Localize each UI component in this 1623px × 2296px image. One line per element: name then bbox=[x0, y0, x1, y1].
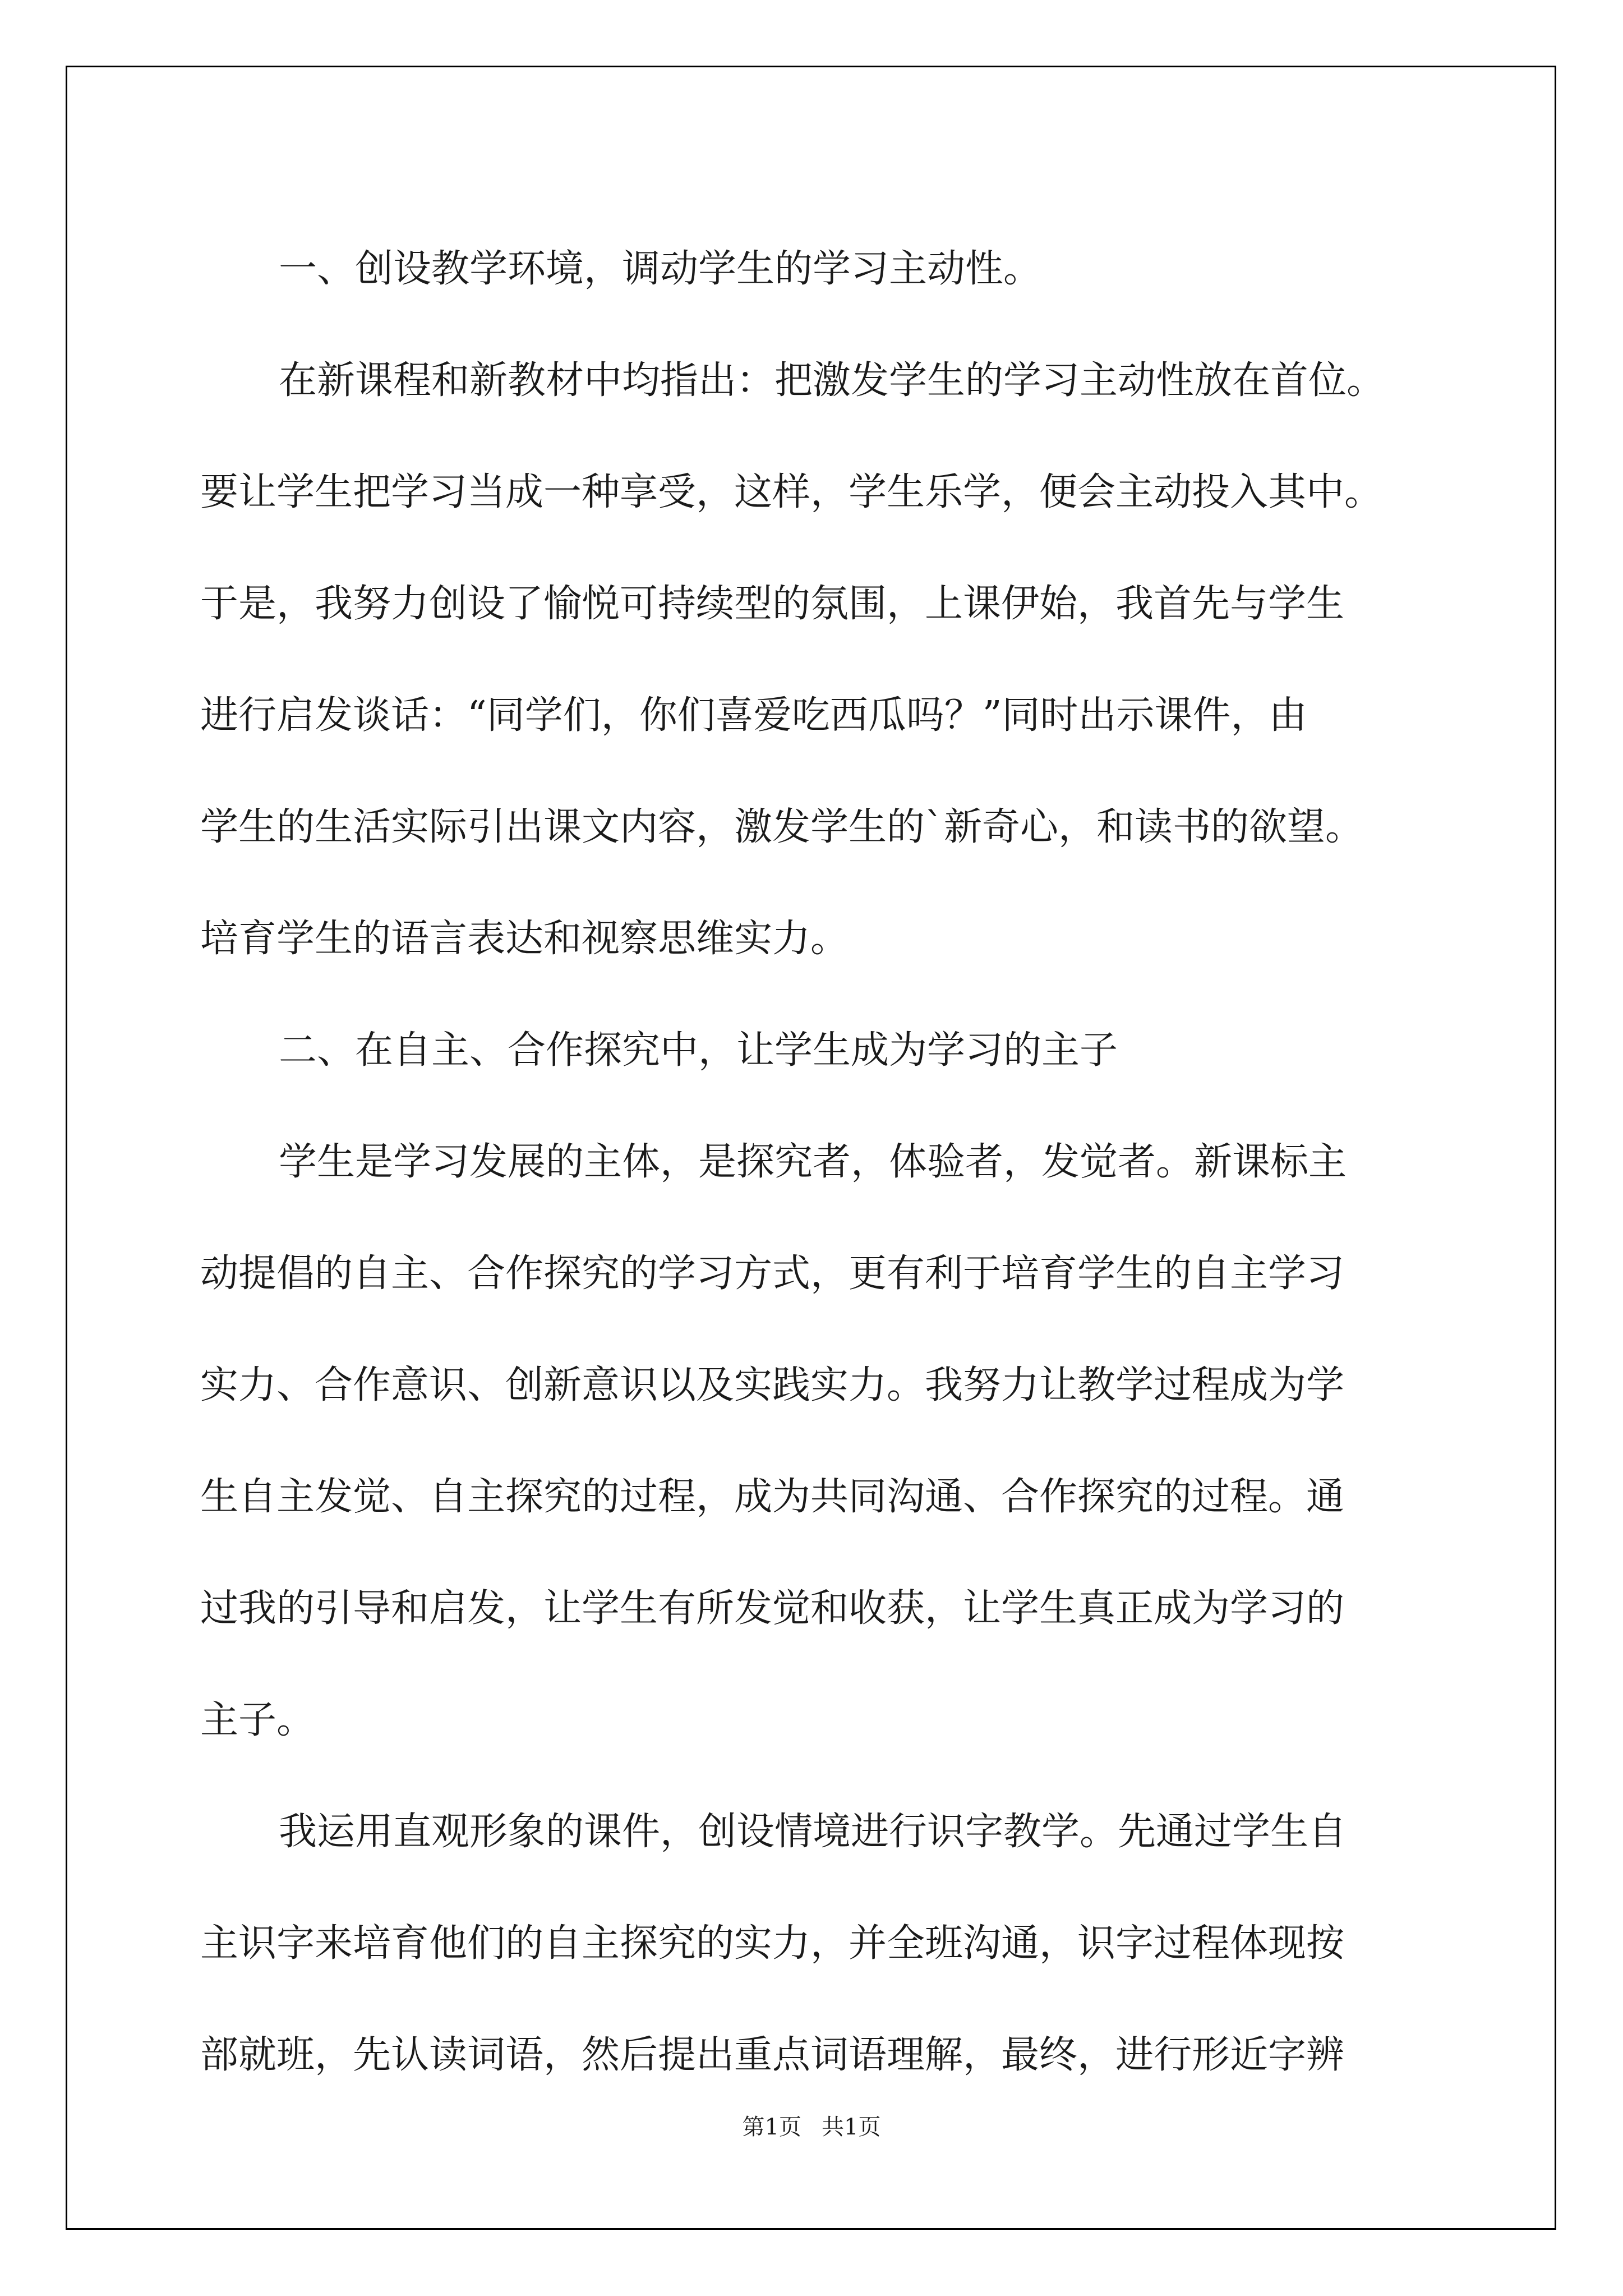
text-line: 进行启发谈话：“同学们，你们喜爱吃西瓜吗？”同时出示课件，由 bbox=[200, 693, 1307, 738]
text-line: 在新课程和新教材中均指出：把激发学生的学习主动性放在首位。 bbox=[279, 358, 1385, 403]
text-line: 动提倡的自主、合作探究的学习方式，更有利于培育学生的自主学习 bbox=[200, 1251, 1345, 1296]
text-line: 我运用直观形象的课件，创设情境进行识字教学。先通过学生自 bbox=[279, 1810, 1347, 1854]
text-line: 于是，我努力创设了愉悦可持续型的氛围，上课伊始，我首先与学生 bbox=[200, 582, 1345, 626]
page-footer bbox=[0, 2109, 1623, 2141]
text-line: 二、在自主、合作探究中，让学生成为学习的主子 bbox=[279, 1028, 1118, 1073]
page-number-current: 第1页 bbox=[742, 2114, 801, 2140]
text-line: 主子。 bbox=[200, 1698, 315, 1742]
text-line: 实力、合作意识、创新意识以及实践实力。我努力让教学过程成为学 bbox=[200, 1363, 1345, 1407]
text-line: 过我的引导和启发，让学生有所发觉和收获，让学生真正成为学习的 bbox=[200, 1586, 1345, 1631]
text-line: 学生的生活实际引出课文内容，激发学生的`新奇心，和读书的欲望。 bbox=[200, 805, 1364, 849]
text-line: 学生是学习发展的主体，是探究者，体验者，发觉者。新课标主 bbox=[279, 1140, 1347, 1184]
page-number-total: 共1页 bbox=[822, 2114, 881, 2140]
text-line: 培育学生的语言表达和视察思维实力。 bbox=[200, 917, 849, 961]
document-body bbox=[200, 213, 1440, 2111]
text-line: 部就班，先认读词语，然后提出重点词语理解，最终，进行形近字辨 bbox=[200, 2033, 1345, 2077]
text-line: 一、创设教学环境，调动学生的学习主动性。 bbox=[279, 247, 1042, 291]
text-line: 生自主发觉、自主探究的过程，成为共同沟通、合作探究的过程。通 bbox=[200, 1475, 1345, 1519]
text-line: 主识字来培育他们的自主探究的实力，并全班沟通，识字过程体现按 bbox=[200, 1921, 1345, 1966]
text-line: 要让学生把学习当成一种享受，这样，学生乐学，便会主动投入其中。 bbox=[200, 470, 1383, 514]
